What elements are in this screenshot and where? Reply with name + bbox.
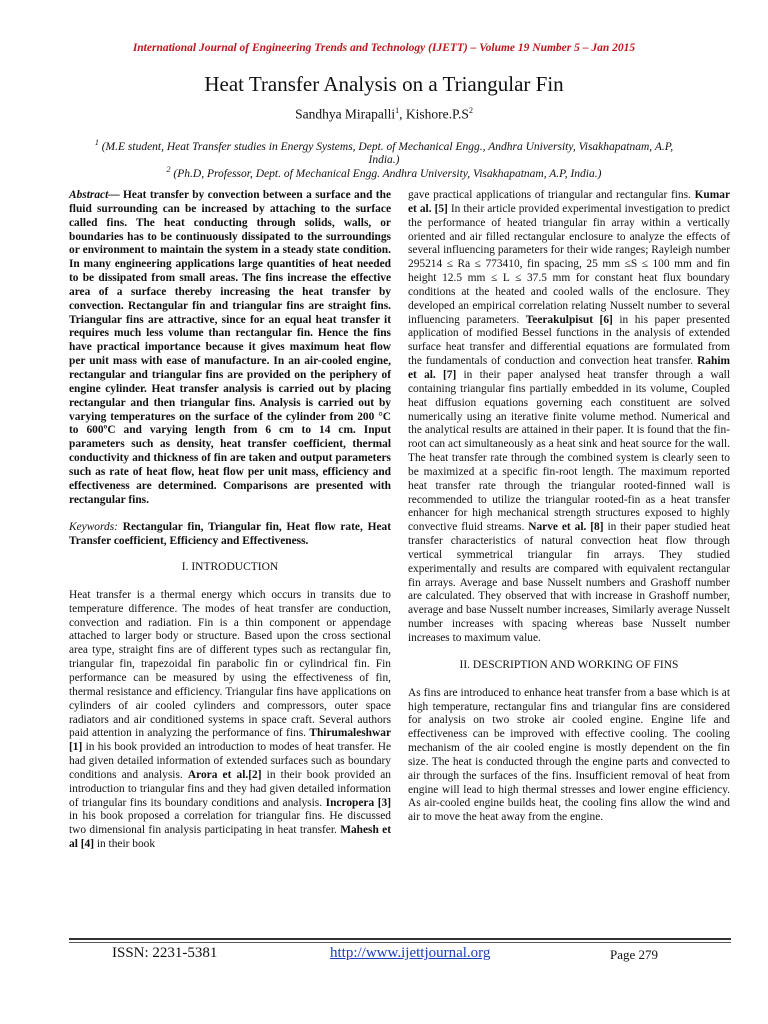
right-column	[408, 189, 730, 825]
section-heading-introduction: I. INTRODUCTION	[181, 561, 279, 574]
lit-text-5: in their paper studied heat transfer characteristics of natural convection heat flow through vertical symmetrical triangular fin arrays. They studied experimentally and results are compared with equivalent rectangular fin arrays. Average and base Nusselt numbers and Grashoff number are calculated. They observed that with increase in Grashoff number, average and base Nusselt number increases, Similarly average Nusselt number increases with spacing whereas base Nusselt number increases to maximum value.	[408, 521, 730, 644]
ref-incropera: Incropera [3]	[325, 796, 392, 809]
affiliation-1-text: (M.E student, Heat Transfer studies in Energy Systems, Dept. of Mechanical Engg., Andhra University, Visakhapatnam, A.P, India.)	[98, 140, 674, 166]
ref-kumar: Kumar et al. [5]	[408, 189, 730, 215]
ref-rahim: Rahim et al. [7]	[408, 355, 730, 381]
abstract-label: Abstract	[69, 189, 109, 201]
lit-text-3: in his paper presented application of modified Bessel functions in the analysis of extended surface heat transfer and differential equations are formulated from the fundamentals of conduction and convection heat transfer.	[408, 313, 730, 368]
intro-text-3: in their book provided an introduction to triangular fins and they had given detailed information of triangular fins its boundary conditions and analysis.	[69, 768, 391, 809]
lit-text-1: gave practical applications of triangular and rectangular fins.	[408, 189, 695, 201]
affiliation-2	[80, 163, 688, 181]
author-2-sup: 2	[468, 106, 473, 115]
ref-thirumaleshwar: Thirumaleshwar [1]	[69, 727, 391, 754]
affiliation-1-sup: 1	[94, 138, 99, 147]
affiliation-2-text: (Ph.D, Professor, Dept. of Mechanical Engg. Andhra University, Visakhapatnam, A.P, India.)	[170, 167, 602, 180]
author-line	[0, 106, 768, 123]
introduction-paragraph	[69, 589, 391, 852]
abstract-text: — Heat transfer by convection between a surface and the fluid surrounding can be increased by attaching to the surface called fins. The heat conducting through solids, walls, or boundaries has to be continuously dissipated to the surroundings or environment to maintain the system in a steady state condition. In many engineering applications large quantities of heat needed to be dissipated from small areas. The fins increase the effective area of a surface thereby increasing the heat transfer by convection. Rectangular fin and triangular fins are straight fins. Triangular fins are attractive, since for an equal heat transfer it requires much less volume than rectangular fin. Hence the fins have practical importance because it gives maximum heat flow per unit mass with ease of manufacture. In an air-cooled engine, rectangular and triangular fins are provided on the periphery of engine cylinder. Heat transfer analysis is carried out by placing rectangular and then triangular fins. Analysis is carried out by varying temperatures on the surface of the cylinder from 200 °C to 600ºC and varying length from 6 cm to 14 cm. Input parameters such as density, heat transfer coefficient, thermal conductivity and thickness of fin are taken and output parameters such as rate of heat flow, heat flow per unit mass, efficiency and effectiveness are determined. Comparisons are presented with rectangular fins.	[69, 189, 391, 506]
ref-mahesh: Mahesh et al [4]	[69, 824, 391, 851]
keywords-label: Keywords:	[69, 521, 118, 534]
ref-narve: Narve et al. [8]	[528, 521, 604, 534]
ref-arora: Arora et al.[2]	[187, 768, 262, 781]
journal-header: International Journal of Engineering Trends and Technology (IJETT) – Volume 19 Number 5 – Jan 2015	[132, 42, 636, 54]
lit-text-4: in their paper analysed heat transfer through a wall containing triangular fins partially embedded in its volume, Coupled heat diffusion equations governing each constituent are solved numerically using an iterative finite volume method. Numerical and the analytical results are attained in their paper. It is found that the fin-root can act simultaneously as a heat sink and heat source for the wall. The heat transfer rate through the combined system is clearly seen to be maximized at a specific fin-root length. The maximum reported heat transfer rate through the triangular rooted-finned wall is recommended to utilize the triangular rooted-fin as a heat transfer enhancer for high mechanical strength structures exposed to highly convective fluid streams.	[408, 368, 730, 534]
ref-teerakulpisut: Teerakulpisut [6]	[525, 313, 613, 326]
footer-issn: ISSN: 2231-5381	[112, 945, 218, 961]
footer-page-number: Page 279	[610, 947, 659, 962]
author-1: Sandhya Mirapalli	[295, 106, 396, 122]
author-1-sup: 1	[395, 106, 400, 115]
footer-rule-thin	[69, 942, 731, 943]
description-paragraph: As fins are introduced to enhance heat transfer from a base which is at high temperature, rectangular fins and triangular fins are considered for analysis on two stroke air cooled engine. Engine life and effectiveness can be improved with effective cooling. The cooling mechanism of the air cooled engine is mostly dependent on the fin size. The heat is conducted through the engine parts and convected to air through the surfaces of the fins. Insufficient removal of heat from engine will lead to high thermal stresses and lower engine efficiency. As air-cooled engine builds heat, the cooling fins allow the wind and air to move the heat away from the engine.	[408, 686, 730, 824]
intro-text-5: in their book	[94, 838, 156, 851]
intro-text-2: in his book provided an introduction to modes of heat transfer. He had given detailed information of extended surfaces such as boundary conditions and analysis.	[69, 741, 391, 781]
abstract	[69, 189, 391, 507]
keywords	[69, 521, 391, 549]
intro-text-1: Heat transfer is a thermal energy which occurs in transits due to temperature difference. The modes of heat transfer are conduction, convection and radiation. Fin is a thin component or appendage attached to larger body or structure. Based upon the cross sectional area type, straight fins are of different types such as rectangular fin, triangular fin, trapezoidal fin parabolic fin or cylindrical fin. Fin performance can be measured by using the effectiveness of fin, thermal resistance and efficiency. Triangular fins have applications on cylinders of air cooled cylinders and compressors, outer space radiators and air conditioned systems in space craft. Several authors paid attention in analyzing the performance of fins.	[69, 588, 391, 740]
author-separator: ,	[399, 106, 406, 122]
section-heading-description: II. DESCRIPTION AND WORKING OF FINS	[459, 658, 679, 671]
literature-paragraph	[408, 189, 730, 646]
lit-text-2: In their article provided experimental investigation to predict the performance of heated triangular fin array within a vertically oriented and air filled rectangular enclosure to analyze the effects of several influencing parameters for their wide ranges; Rayleigh number 295214 ≤ Ra ≤ 773410, fin spacing, 25 mm ≤S ≤ 100 mm and fin height 12.5 mm ≤ L ≤ 37.5 mm for constant heat flux boundary conditions at the heated and cooled walls of the enclosure. They developed an empirical correlation relating Nusselt number to several influencing parameters.	[408, 202, 730, 326]
paper-title: Heat Transfer Analysis on a Triangular Fin	[204, 72, 564, 96]
keywords-text: Rectangular fin, Triangular fin, Heat flow rate, Heat Transfer coefficient, Efficiency and Effectiveness.	[69, 521, 391, 548]
footer-journal-link[interactable]: http://www.ijettjournal.org	[330, 945, 491, 961]
affiliation-2-sup: 2	[166, 165, 171, 174]
left-column	[69, 189, 391, 852]
footer-rule-thick	[69, 938, 731, 940]
intro-text-4: in his book proposed a correlation for triangular fins. He discussed two dimensional fin analysis participating in heat transfer.	[69, 810, 391, 837]
author-2: Kishore.P.S	[405, 106, 469, 122]
